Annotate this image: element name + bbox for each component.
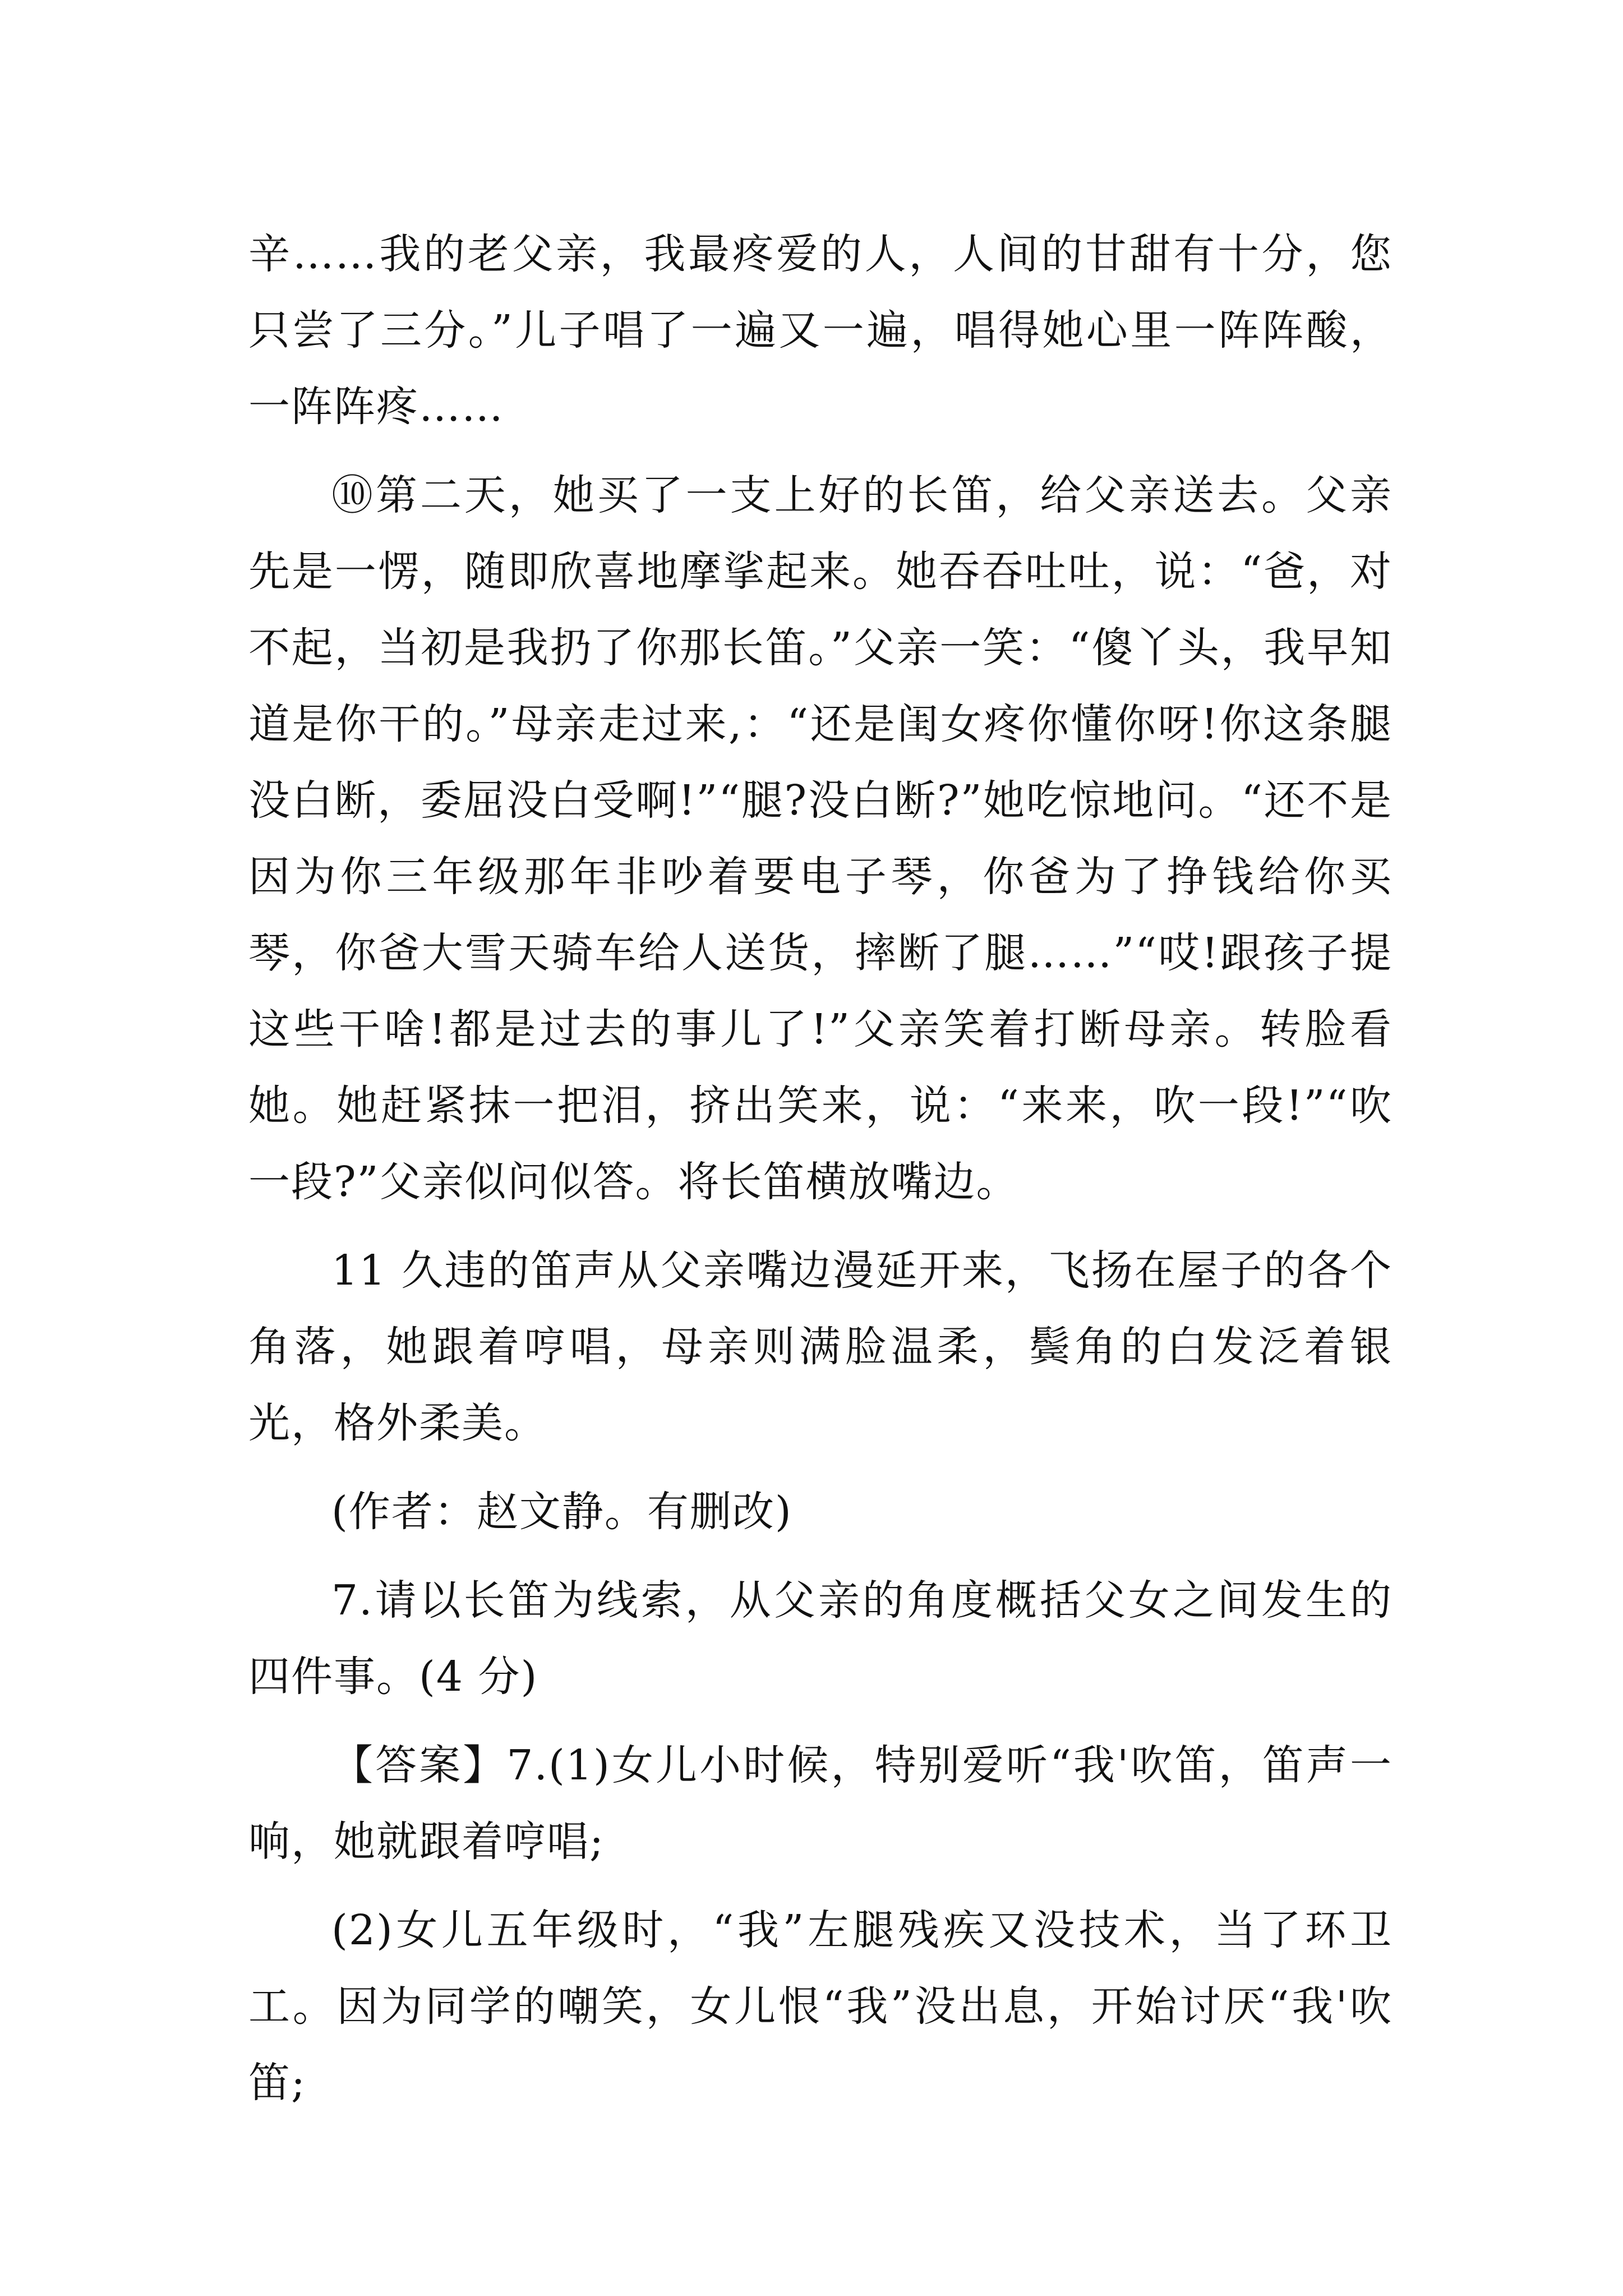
author-note: (作者：赵文静。有删改) xyxy=(331,1488,792,1536)
answer-part-2: (2)女儿五年级时，“我”左腿残疾又没技术，当了环卫工。因为同学的嘲笑，女儿恨“我”没出息，开始讨厌“我'吹笛; xyxy=(248,1906,1393,2107)
paragraph-10: ⑩第二天，她买了一支上好的长笛，给父亲送去。父亲先是一愣，随即欣喜地摩挲起来。她吞吞吐吐，说：“爸，对不起，当初是我扔了你那长笛。”父亲一笑：“傻丫头，我早知道是你干的。”母亲走过来,：“还是闺女疼你懂你呀!你这条腿没白断，委屈没白受啊!”“腿?没白断?”她吃惊地问。“还不是因为你三年级那年非吵着要电子琴，你爸为了挣钱给你买琴，你爸大雪天骑车给人送货，摔断了腿……”“哎!跟孩子提这些干啥!都是过去的事儿了!”父亲笑着打断母亲。转脸看她。她赶紧抹一把泪，挤出笑来，说：“来来，吹一段!”“吹一段?”父亲似问似答。将长笛横放嘴边。 xyxy=(248,471,1393,1206)
paragraph-11: 11 久违的笛声从父亲嘴边漫延开来，飞扬在屋子的各个角落，她跟着哼唱，母亲则满脸温柔，鬓角的白发泛着银光，格外柔美。 xyxy=(248,1246,1393,1447)
paragraph-intro: 辛……我的老父亲，我最疼爱的人，人间的甘甜有十分，您只尝了三分。”儿子唱了一遍又一遍，唱得她心里一阵阵酸，一阵阵疼…… xyxy=(248,230,1393,431)
answer-part-1: 【答案】7.(1)女儿小时候，特别爱听“我'吹笛，笛声一响，她就跟着哼唱; xyxy=(248,1741,1393,1866)
document-body xyxy=(248,216,1393,2133)
question-7: 7.请以长笛为线索，从父亲的角度概括父女之间发生的四件事。(4 分) xyxy=(248,1576,1393,1701)
